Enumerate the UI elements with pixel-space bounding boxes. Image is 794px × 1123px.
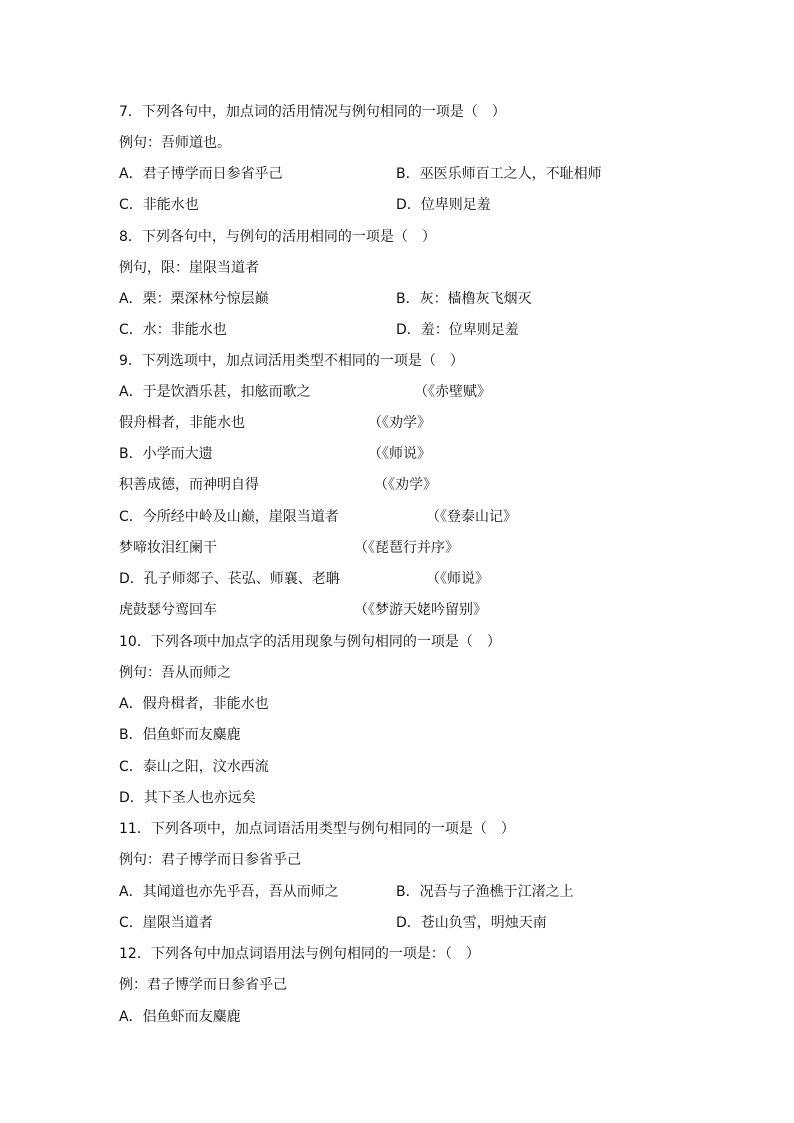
q8-example: 例句，限：崖限当道者 xyxy=(119,260,259,276)
q11-option-b: B．况吾与子渔樵于江渚之上 xyxy=(396,884,574,900)
q8-stem: 8．下列各句中，与例句的活用相同的一项是（ ） xyxy=(119,229,436,245)
q11-row-cd xyxy=(119,914,547,932)
q9-item-text: A．于是饮酒乐甚，扣舷而歌之 xyxy=(119,384,311,400)
q7-example: 例句：吾师道也。 xyxy=(119,135,231,151)
q9-item-text: C．今所经中岭及山巅，崖限当道者 xyxy=(119,509,339,525)
q7-row-ab xyxy=(119,165,602,183)
q9-item-source: （《劝学》 xyxy=(374,477,437,493)
q10-option-c: C．泰山之阳，汶水西流 xyxy=(119,759,269,775)
q12-example: 例：君子博学而日参省乎己 xyxy=(119,977,287,993)
q9-item-text: 积善成德，而神明自得 xyxy=(119,477,259,493)
q7-option-a: A．君子博学而日参省乎己 xyxy=(119,166,283,182)
q9-item xyxy=(119,476,437,494)
q9-item-source: （《师说》 xyxy=(368,446,431,462)
q9-item-source: （《师说》 xyxy=(426,571,489,587)
q8-option-b: B．灰：樯橹灰飞烟灭 xyxy=(396,291,532,307)
q8-option-d: D．羞：位卑则足羞 xyxy=(396,322,519,338)
q9-item xyxy=(119,539,459,557)
q7-option-d: D．位卑则足羞 xyxy=(396,197,491,213)
q8-option-a: A．栗：栗深林兮惊层巅 xyxy=(119,291,269,307)
q9-item-source: （《劝学》 xyxy=(368,415,431,431)
q9-item xyxy=(119,414,431,432)
q9-item xyxy=(119,383,491,401)
q8-option-c: C．水：非能水也 xyxy=(119,322,227,338)
q10-option-d: D．其下圣人也亦远矣 xyxy=(119,790,256,806)
q9-item-source: （《登泰山记》 xyxy=(426,509,517,525)
q9-item xyxy=(119,508,517,526)
q9-item-text: D．孔子师郯子、苌弘、师襄、老聃 xyxy=(119,571,340,587)
q9-stem: 9．下列选项中，加点词活用类型不相同的一项是（ ） xyxy=(119,353,464,369)
q11-row-ab xyxy=(119,883,574,901)
q10-stem: 10．下列各项中加点字的活用现象与例句相同的一项是（ ） xyxy=(119,634,501,650)
q10-example: 例句：吾从而师之 xyxy=(119,665,231,681)
q9-item-text: 假舟楫者，非能水也 xyxy=(119,415,245,431)
q9-item-source: （《梦游天姥吟留别》 xyxy=(354,602,487,618)
q8-row-cd xyxy=(119,321,519,339)
q12-option-a: A．侣鱼虾而友麋鹿 xyxy=(119,1009,241,1025)
q11-option-c: C．崖限当道者 xyxy=(119,915,213,931)
q11-stem: 11．下列各项中，加点词语活用类型与例句相同的一项是（ ） xyxy=(119,821,515,837)
q7-row-cd xyxy=(119,196,491,214)
q9-item xyxy=(119,570,489,588)
q11-option-d: D．苍山负雪，明烛天南 xyxy=(396,915,547,931)
q10-option-a: A．假舟楫者，非能水也 xyxy=(119,696,269,712)
q9-item-source: （《赤壁赋》 xyxy=(414,384,491,400)
q7-stem: 7．下列各句中，加点词的活用情况与例句相同的一项是（ ） xyxy=(119,104,506,120)
q9-item-text: 虎鼓瑟兮鸾回车 xyxy=(119,602,217,618)
q8-row-ab xyxy=(119,290,532,308)
q9-item-text: B．小学而大遗 xyxy=(119,446,213,462)
q9-item xyxy=(119,601,487,619)
q12-stem: 12．下列各句中加点词语用法与例句相同的一项是：（ ） xyxy=(119,946,480,962)
q7-option-c: C．非能水也 xyxy=(119,197,199,213)
q11-example: 例句：君子博学而日参省乎己 xyxy=(119,852,301,868)
q11-option-a: A．其闻道也亦先乎吾，吾从而师之 xyxy=(119,884,339,900)
q9-item xyxy=(119,445,431,463)
q9-item-text: 梦啼妆泪红阑干 xyxy=(119,540,217,556)
q10-option-b: B．侣鱼虾而友麋鹿 xyxy=(119,727,241,743)
q9-item-source: （《琵琶行并序》 xyxy=(354,540,459,556)
q7-option-b: B．巫医乐师百工之人，不耻相师 xyxy=(396,166,602,182)
